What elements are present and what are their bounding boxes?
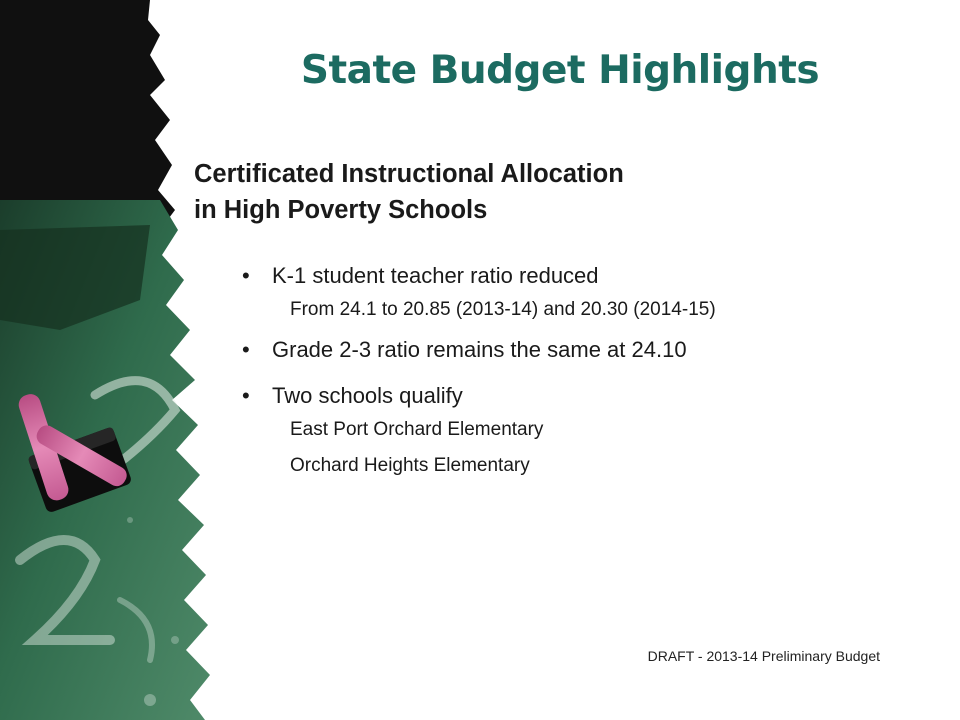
subtitle-line-2: in High Poverty Schools: [194, 196, 488, 224]
bullet-text: Two schools qualify: [272, 383, 463, 408]
bullet-item: [240, 260, 940, 292]
slide-subtitle: [194, 156, 914, 228]
bullet-text: K-1 student teacher ratio reduced: [272, 263, 599, 288]
bullet-item: [240, 334, 940, 366]
sub-bullet-item: East Port Orchard Elementary: [290, 419, 544, 440]
bullet-list: [240, 260, 940, 478]
bullet-item: [240, 380, 940, 412]
bullet-dot: •: [242, 383, 250, 408]
sub-bullet-item: From 24.1 to 20.85 (2013-14) and 20.30 (2014-15): [290, 299, 716, 320]
bullet-text: Grade 2-3 ratio remains the same at 24.10: [272, 337, 687, 362]
sub-bullet-item: Orchard Heights Elementary: [290, 455, 530, 476]
slide-title: State Budget Highlights: [300, 48, 820, 93]
chalkboard-decoration: [0, 0, 220, 720]
subtitle-line-1: Certificated Instructional Allocation: [194, 160, 624, 188]
bullet-dot: •: [242, 263, 250, 288]
slide-footer: DRAFT - 2013-14 Preliminary Budget: [647, 648, 880, 664]
bullet-dot: •: [242, 337, 250, 362]
